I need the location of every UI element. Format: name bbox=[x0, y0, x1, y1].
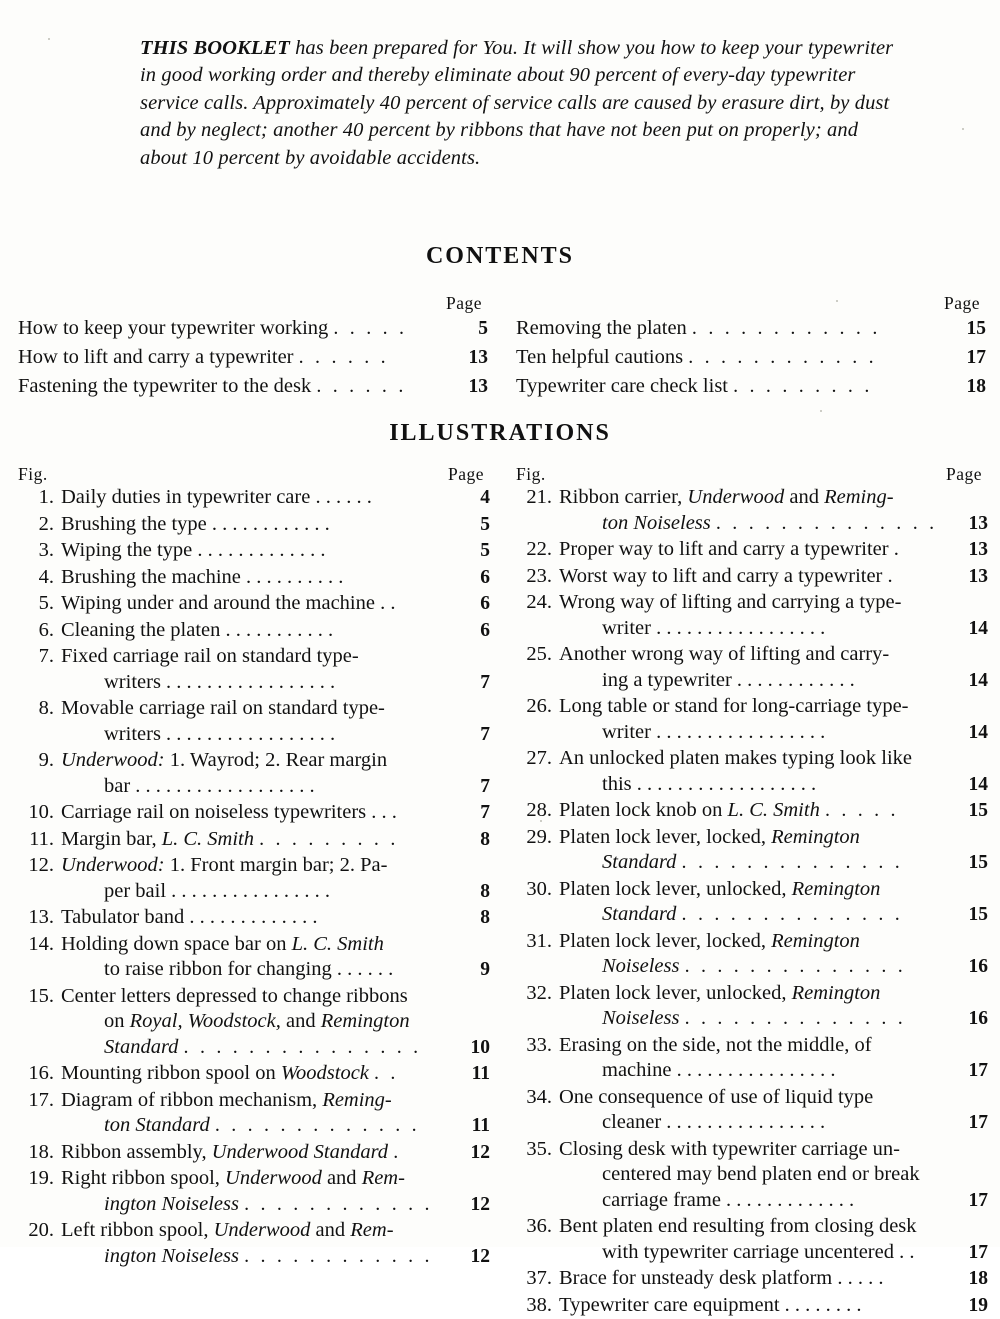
leader-dots: . . . . . bbox=[824, 799, 899, 821]
figure-title: Another wrong way of lifting and carry- bbox=[559, 643, 890, 665]
figure-title: One consequence of use of liquid type bbox=[559, 1085, 874, 1108]
figure-title-cont: per bail . . . . . . . . . . . . . . . . bbox=[104, 879, 331, 902]
figure-title-cont: Noiseless . . . . . . . . . . . . . . bbox=[602, 955, 906, 977]
figure-title: Center letters depressed to change ribbons bbox=[61, 984, 408, 1007]
illus-right-fig-label: Fig. bbox=[516, 464, 546, 484]
contents-entry-title: How to keep your typewriter working bbox=[18, 317, 329, 339]
figure-title: Brace for unsteady desk platform . . . . . bbox=[559, 1267, 884, 1289]
figure-title-emphasis: Woodstock bbox=[280, 1062, 369, 1084]
list-item[interactable]: 18. Ribbon assembly, Underwood Standard . 12 bbox=[18, 1140, 490, 1166]
figure-title-emphasis: Underwood Standard bbox=[211, 1140, 389, 1163]
figure-title-cont: Standard . . . . . . . . . . . . . . bbox=[602, 903, 903, 925]
figure-title-emphasis: L. C. Smith bbox=[161, 827, 254, 850]
figure-number: 9. bbox=[38, 749, 54, 771]
figure-number: 21. bbox=[526, 486, 552, 508]
illustrations-column-right bbox=[516, 464, 988, 1319]
list-item[interactable]: 16. Mounting ribbon spool on Woodstock . . 11 bbox=[18, 1061, 490, 1087]
figure-title-cont: machine . . . . . . . . . . . . . . . . bbox=[602, 1059, 836, 1081]
figure-title: Brushing the machine . . . . . . . . . . bbox=[61, 565, 344, 588]
figure-page: 6 bbox=[480, 593, 490, 614]
figure-title: Daily duties in typewriter care . . . . . . bbox=[61, 486, 372, 508]
illus-left-page-label: Page bbox=[447, 464, 484, 484]
figure-number: 11. bbox=[29, 827, 54, 850]
figure-title-cont: writer . . . . . . . . . . . . . . . . . bbox=[602, 720, 826, 743]
figure-title-cont: on Royal, Woodstock, and Remington bbox=[104, 1010, 410, 1032]
list-item[interactable] bbox=[18, 905, 490, 931]
contents-entry-title: Ten helpful cautions bbox=[516, 346, 684, 368]
list-item[interactable] bbox=[516, 1266, 988, 1292]
figure-page: 6 bbox=[480, 619, 490, 641]
contents-entry-page: 15 bbox=[966, 318, 986, 339]
contents-heading: CONTENTS bbox=[425, 243, 575, 269]
figure-title-cont: centered may bend platen end or break bbox=[602, 1163, 920, 1185]
contents-entry-title: How to lift and carry a typewriter bbox=[18, 346, 294, 368]
list-item[interactable] bbox=[516, 1214, 988, 1265]
intro-paragraph bbox=[140, 35, 900, 173]
figure-title: Closing desk with typewriter carriage un- bbox=[559, 1137, 901, 1160]
figure-page: 17 bbox=[968, 1241, 988, 1263]
figure-title: Long table or stand for long-carriage type- bbox=[559, 695, 909, 717]
figure-number: 32. bbox=[526, 981, 552, 1004]
figure-number: 5. bbox=[38, 592, 54, 614]
figure-number: 30. bbox=[526, 877, 552, 900]
leader-dots: . . . . . . bbox=[316, 375, 407, 397]
leader-dots: . . bbox=[374, 1062, 399, 1084]
list-item[interactable]: 14. Holding down space bar on L. C. Smith to raise ribbon for changing . . . . . . 9 bbox=[18, 932, 490, 983]
figure-number: 33. bbox=[526, 1033, 552, 1056]
contents-entry[interactable] bbox=[516, 343, 986, 372]
figure-title-cont: cleaner . . . . . . . . . . . . . . . . bbox=[602, 1111, 826, 1133]
figure-number: 20. bbox=[28, 1219, 54, 1241]
figure-title-cont: ton Standard . . . . . . . . . . . . . bbox=[104, 1114, 420, 1136]
illus-right-header bbox=[516, 464, 988, 485]
list-item[interactable]: 32. Platen lock lever, unlocked, Remington Noiseless . . . . . . . . . . . . . . 16 bbox=[516, 981, 988, 1032]
leader-dots: . . . . . . bbox=[298, 346, 389, 368]
figure-number: 22. bbox=[526, 538, 552, 560]
figure-number: 10. bbox=[28, 801, 54, 823]
figure-page: 4 bbox=[480, 487, 490, 508]
figure-title: Typewriter care equipment . . . . . . . . bbox=[559, 1293, 862, 1316]
list-item[interactable]: 28. Platen lock knob on L. C. Smith . . . . . 15 bbox=[516, 798, 988, 824]
figure-number: 18. bbox=[28, 1140, 54, 1163]
contents-entry-page: 13 bbox=[468, 376, 488, 397]
figure-title: Wiping under and around the machine . . bbox=[61, 592, 396, 614]
figure-page: 14 bbox=[968, 721, 988, 743]
figure-number: 12. bbox=[28, 854, 54, 876]
figure-title: Fixed carriage rail on standard type- bbox=[61, 645, 359, 667]
leader-dots: . . . . . . . . . . . . bbox=[691, 317, 881, 339]
list-item[interactable] bbox=[18, 644, 490, 695]
figure-number: 4. bbox=[38, 565, 54, 588]
figure-title: Cleaning the platen . . . . . . . . . . . bbox=[61, 618, 334, 641]
list-item[interactable]: 11. Margin bar, L. C. Smith . . . . . . . . . 8 bbox=[18, 827, 490, 853]
figure-title-cont: ington Noiseless . . . . . . . . . . . . bbox=[104, 1192, 433, 1215]
figure-number: 19. bbox=[28, 1167, 54, 1189]
figure-number: 27. bbox=[526, 747, 552, 769]
figure-number: 25. bbox=[526, 643, 552, 665]
contents-entry-title: Fastening the typewriter to the desk bbox=[18, 375, 312, 397]
figure-number: 31. bbox=[526, 929, 552, 952]
list-item[interactable] bbox=[516, 1137, 988, 1214]
list-item[interactable]: 30. Platen lock lever, unlocked, Remington Standard . . . . . . . . . . . . . . 15 bbox=[516, 877, 988, 928]
illus-right-page-label: Page bbox=[945, 464, 982, 484]
figure-title-emphasis: L. C. Smith bbox=[291, 932, 384, 955]
figure-title-cont: ton Noiseless . . . . . . . . . . . . . . bbox=[602, 511, 938, 534]
figure-title: Bent platen end resulting from closing desk bbox=[559, 1215, 917, 1237]
figure-number: 37. bbox=[526, 1267, 552, 1289]
list-item[interactable]: 29. Platen lock lever, locked, Remington Standard . . . . . . . . . . . . . . 15 bbox=[516, 825, 988, 876]
figure-page: 11 bbox=[471, 1115, 490, 1136]
contents-column-left bbox=[18, 293, 488, 401]
figure-page: 17 bbox=[968, 1112, 988, 1133]
figure-number: 36. bbox=[526, 1215, 552, 1237]
list-item[interactable]: 31. Platen lock lever, locked, Remington Noiseless . . . . . . . . . . . . . . 16 bbox=[516, 929, 988, 980]
list-item[interactable] bbox=[516, 590, 988, 641]
figure-page: 15 bbox=[968, 904, 988, 925]
figure-page: 6 bbox=[480, 566, 490, 588]
figure-page: 14 bbox=[968, 773, 988, 795]
figure-title-cont: writer . . . . . . . . . . . . . . . . . bbox=[602, 616, 826, 639]
figure-number: 15. bbox=[28, 984, 54, 1007]
figure-page: 8 bbox=[480, 828, 490, 850]
figure-title: Erasing on the side, not the middle, of bbox=[559, 1033, 872, 1056]
figure-page: 12 bbox=[470, 1193, 490, 1215]
list-item[interactable] bbox=[18, 512, 490, 538]
list-item[interactable] bbox=[18, 800, 490, 826]
figure-page: 13 bbox=[968, 539, 988, 560]
scan-speck bbox=[820, 410, 822, 412]
figure-page: 7 bbox=[480, 775, 490, 797]
list-item[interactable] bbox=[516, 746, 988, 797]
figure-title: Brushing the type . . . . . . . . . . . . bbox=[61, 512, 330, 535]
figure-page: 13 bbox=[968, 565, 988, 587]
figure-page: 7 bbox=[480, 671, 490, 693]
figure-title: An unlocked platen makes typing look like bbox=[559, 747, 912, 769]
figure-page: 13 bbox=[968, 512, 988, 534]
figure-number: 7. bbox=[38, 645, 54, 667]
figure-title: Carriage rail on noiseless typewriters . . . bbox=[61, 801, 397, 823]
list-item[interactable] bbox=[18, 485, 490, 511]
figure-page: 15 bbox=[968, 852, 988, 873]
figure-number: 13. bbox=[28, 906, 54, 928]
figure-number: 6. bbox=[38, 618, 54, 641]
figure-page: 19 bbox=[968, 1294, 988, 1316]
contents-entry[interactable] bbox=[18, 372, 488, 401]
figure-page: 10 bbox=[470, 1036, 490, 1058]
list-item[interactable] bbox=[516, 1293, 988, 1319]
contents-entry-page: 18 bbox=[966, 376, 986, 397]
list-item[interactable] bbox=[516, 642, 988, 693]
list-item[interactable] bbox=[516, 537, 988, 563]
figure-page: 5 bbox=[480, 513, 490, 535]
figure-title-cont2: Standard . . . . . . . . . . . . . . . bbox=[104, 1035, 422, 1058]
contents-entry-page: 5 bbox=[478, 318, 488, 339]
figure-page: 18 bbox=[968, 1268, 988, 1289]
figure-page: 7 bbox=[480, 802, 490, 823]
figure-title: Underwood: bbox=[61, 854, 165, 876]
figure-title: Worst way to lift and carry a typewriter . bbox=[559, 564, 893, 587]
figure-page: 11 bbox=[471, 1063, 490, 1084]
list-item[interactable] bbox=[516, 1033, 988, 1084]
illustrations-column-left bbox=[18, 464, 490, 1270]
figure-title-cont2: carriage frame . . . . . . . . . . . . . bbox=[602, 1188, 855, 1211]
list-item[interactable] bbox=[18, 618, 490, 644]
figure-page: 14 bbox=[968, 617, 988, 639]
list-item[interactable]: 20. Left ribbon spool, Underwood and Rem- ington Noiseless . . . . . . . . . . . . 12 bbox=[18, 1218, 490, 1269]
leader-dots: . . . . . . . . . . . . bbox=[688, 346, 877, 368]
figure-title: Underwood: bbox=[61, 749, 165, 771]
contents-entry[interactable] bbox=[516, 314, 986, 343]
figure-title-cont: Noiseless . . . . . . . . . . . . . . bbox=[602, 1007, 906, 1029]
figure-number: 38. bbox=[526, 1293, 552, 1316]
figure-title: Wrong way of lifting and carrying a type- bbox=[559, 591, 902, 613]
figure-title: Proper way to lift and carry a typewriter . bbox=[559, 538, 899, 560]
figure-page: 17 bbox=[968, 1060, 988, 1081]
leader-dots: . . . . . . . . . bbox=[259, 827, 399, 850]
figure-number: 26. bbox=[526, 695, 552, 717]
figure-number: 29. bbox=[526, 825, 552, 848]
contents-column-right bbox=[516, 293, 986, 401]
figure-number: 1. bbox=[38, 486, 54, 508]
figure-number: 2. bbox=[38, 512, 54, 535]
figure-number: 23. bbox=[526, 564, 552, 587]
figure-page: 15 bbox=[968, 800, 988, 821]
list-item[interactable]: 9. Underwood: 1. Wayrod; 2. Rear margin bar . . . . . . . . . . . . . . . . . . 7 bbox=[18, 748, 490, 799]
figure-number: 17. bbox=[28, 1088, 54, 1111]
figure-title-cont: to raise ribbon for changing . . . . . . bbox=[104, 958, 394, 980]
figure-page: 8 bbox=[480, 880, 490, 902]
contents-entry[interactable] bbox=[516, 372, 986, 401]
figure-title: Tabulator band . . . . . . . . . . . . . bbox=[61, 906, 318, 928]
illus-left-header bbox=[18, 464, 490, 485]
contents-entry[interactable] bbox=[18, 314, 488, 343]
list-item[interactable] bbox=[516, 1085, 988, 1136]
list-item[interactable] bbox=[516, 564, 988, 590]
figure-title-emphasis: L. C. Smith bbox=[727, 799, 820, 821]
list-item[interactable] bbox=[516, 694, 988, 745]
figure-title-cont: ing a typewriter . . . . . . . . . . . . bbox=[602, 668, 855, 691]
figure-page: 14 bbox=[968, 669, 988, 691]
contents-entry[interactable] bbox=[18, 343, 488, 372]
figure-title-cont: Standard . . . . . . . . . . . . . . bbox=[602, 851, 903, 873]
figure-title: Wiping the type . . . . . . . . . . . . . bbox=[61, 539, 326, 561]
figure-number: 8. bbox=[38, 697, 54, 719]
figure-page: 16 bbox=[968, 956, 988, 977]
contents-entry-page: 17 bbox=[966, 347, 986, 368]
leader-dots: . bbox=[393, 1140, 402, 1163]
leader-dots: . . . . . . . . . bbox=[733, 375, 873, 397]
figure-title: Movable carriage rail on standard type- bbox=[61, 697, 385, 719]
illus-left-fig-label: Fig. bbox=[18, 464, 48, 484]
figure-title-cont: writers . . . . . . . . . . . . . . . . . bbox=[104, 722, 336, 745]
list-item[interactable]: 17. Diagram of ribbon mechanism, Reming- ton Standard . . . . . . . . . . . . . 11 bbox=[18, 1088, 490, 1139]
figure-page: 12 bbox=[470, 1141, 490, 1163]
intro-body-text: has been prepared for You. It will show you how to keep your typewriter in good working order and thereby eliminate about 90 percent of every-day typewriter service calls. Approximately 40 percent of service calls are caused by erasure dirt, by dust and by neglect; another 40 percent by ribbons that have not been put on properly; and about 10 percent by avoidable accidents. bbox=[140, 36, 894, 169]
figure-page: 7 bbox=[480, 723, 490, 745]
intro-lead-text: THIS BOOKLET bbox=[140, 36, 290, 59]
figure-page: 16 bbox=[968, 1008, 988, 1029]
list-item[interactable]: 21. Ribbon carrier, Underwood and Reming- ton Noiseless . . . . . . . . . . . . . . 13 bbox=[516, 485, 988, 536]
contents-left-page-label: Page bbox=[445, 293, 482, 313]
figure-number: 14. bbox=[28, 932, 54, 955]
figure-number: 35. bbox=[526, 1137, 552, 1160]
figure-number: 28. bbox=[526, 799, 552, 821]
list-item[interactable] bbox=[18, 984, 490, 1061]
list-item[interactable]: 19. Right ribbon spool, Underwood and Rem- ington Noiseless . . . . . . . . . . . . 12 bbox=[18, 1166, 490, 1217]
contents-right-page-label: Page bbox=[943, 293, 980, 313]
figure-page: 17 bbox=[968, 1189, 988, 1211]
illustrations-heading: ILLUSTRATIONS bbox=[389, 420, 611, 446]
list-item[interactable] bbox=[18, 696, 490, 747]
figure-number: 16. bbox=[28, 1062, 54, 1084]
list-item[interactable] bbox=[18, 565, 490, 591]
figure-page: 5 bbox=[480, 540, 490, 561]
leader-dots: . . . . . bbox=[333, 317, 408, 339]
figure-page: 8 bbox=[480, 907, 490, 928]
list-item[interactable] bbox=[18, 538, 490, 564]
figure-page: 9 bbox=[480, 959, 490, 980]
scan-speck bbox=[962, 128, 964, 130]
list-item[interactable] bbox=[18, 591, 490, 617]
contents-entry-title: Removing the platen bbox=[516, 317, 687, 339]
list-item[interactable]: 12. Underwood: 1. Front margin bar; 2. Pa- per bail . . . . . . . . . . . . . . . . 8 bbox=[18, 853, 490, 904]
figure-number: 3. bbox=[38, 539, 54, 561]
figure-title-cont: this . . . . . . . . . . . . . . . . . . bbox=[602, 772, 817, 795]
contents-entry-page: 13 bbox=[468, 347, 488, 368]
figure-number: 24. bbox=[526, 591, 552, 613]
figure-title-cont: with typewriter carriage uncentered . . bbox=[602, 1240, 915, 1263]
figure-title-cont: writers . . . . . . . . . . . . . . . . . bbox=[104, 670, 336, 693]
contents-entry-title: Typewriter care check list bbox=[516, 375, 728, 397]
figure-title-cont: ington Noiseless . . . . . . . . . . . . bbox=[104, 1244, 433, 1267]
figure-page: 12 bbox=[470, 1245, 490, 1267]
scan-speck bbox=[48, 38, 50, 40]
figure-title-cont: bar . . . . . . . . . . . . . . . . . . bbox=[104, 774, 315, 797]
figure-number: 34. bbox=[526, 1085, 552, 1108]
